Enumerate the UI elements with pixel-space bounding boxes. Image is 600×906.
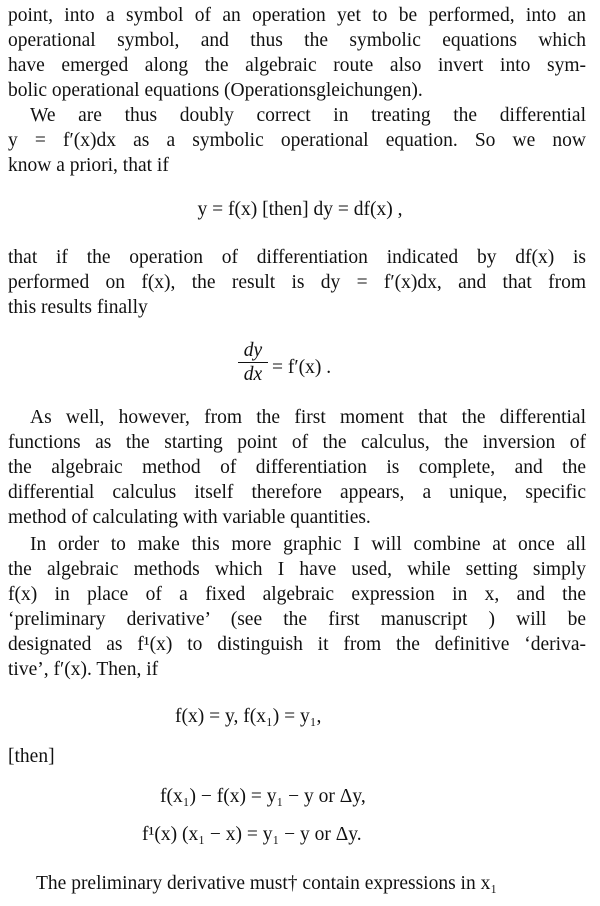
text-line-14: differential calculus itself therefore appears, a unique, specific <box>8 482 586 503</box>
text-line-19: ‘preliminary derivative’ (see the first manuscript ) will be <box>8 609 586 630</box>
text-line-5: We are thus doubly correct in treating the differential <box>30 105 586 126</box>
text-line-6: y = f′(x)dx as a symbolic operational equation. So we now <box>8 130 586 151</box>
text-line-11: As well, however, from the first moment that the differential <box>30 407 586 428</box>
equation-1: y = f(x) [then] dy = df(x) , <box>197 199 403 220</box>
text-line-4: bolic operational equations (Operationsgleichungen). <box>8 80 423 101</box>
fraction-numerator: dy <box>238 340 268 363</box>
text-line-10: this results finally <box>8 297 148 318</box>
text-line-2: operational symbol, and thus the symbolic equations which <box>8 30 586 51</box>
text-line-8: that if the operation of differentiation indicated by df(x) is <box>8 247 586 268</box>
text-line-7: know a priori, that if <box>8 155 169 176</box>
equation-3: f(x) = y, f(x₁) = y₁, <box>175 706 322 727</box>
equation-4: f(x₁) − f(x) = y₁ − y or Δy, <box>160 786 366 807</box>
text-line-9: performed on f(x), the result is dy = f′(x)dx, and that from <box>8 272 586 293</box>
text-line-21: tive’, f′(x). Then, if <box>8 659 159 680</box>
equation-5: f¹(x) (x₁ − x) = y₁ − y or Δy. <box>142 824 362 845</box>
text-line-23: The preliminary derivative must† contain expressions in x₁ <box>36 873 498 894</box>
equation-2-fraction <box>238 340 268 387</box>
text-line-20: designated as f¹(x) to distinguish it from the definitive ‘deriva- <box>8 634 586 655</box>
equation-2-rhs: = f′(x) . <box>272 357 332 378</box>
text-line-16: In order to make this more graphic I will combine at once all <box>30 534 586 555</box>
text-line-18: f(x) in place of a fixed algebraic expression in x, and the <box>8 584 586 605</box>
fraction-denominator: dx <box>243 364 263 385</box>
text-line-12: functions as the starting point of the calculus, the inversion of <box>8 432 586 453</box>
text-line-1: point, into a symbol of an operation yet to be performed, into an <box>8 5 586 26</box>
text-line-17: the algebraic methods which I have used, while setting simply <box>8 559 586 580</box>
text-line-3: have emerged along the algebraic route also invert into sym- <box>8 55 586 76</box>
text-line-13: the algebraic method of differentiation is complete, and the <box>8 457 586 478</box>
text-line-then: [then] <box>8 746 55 767</box>
text-line-15: method of calculating with variable quantities. <box>8 507 371 528</box>
